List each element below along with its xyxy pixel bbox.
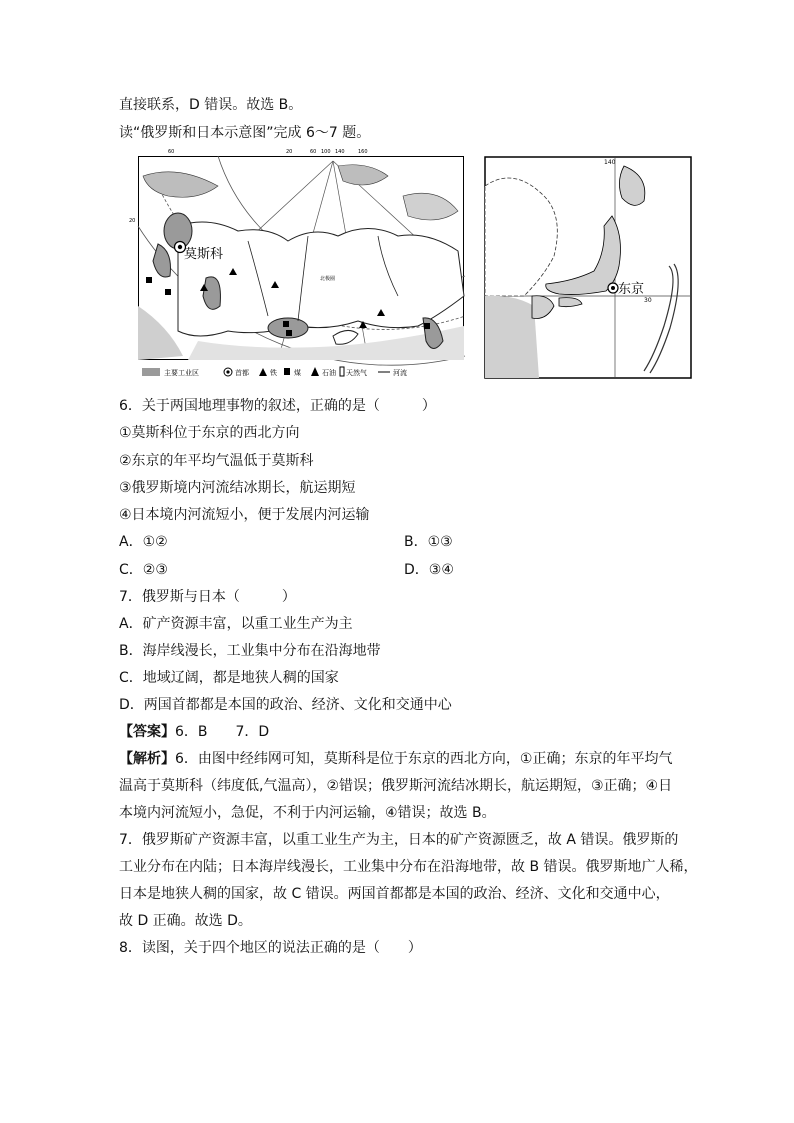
svg-text:河流: 河流 bbox=[393, 369, 407, 377]
text-line: 读“俄罗斯和日本示意图”完成 6～7 题。 bbox=[119, 125, 371, 141]
lat-label: 20 bbox=[129, 218, 136, 224]
option-a: A．矿产资源丰富，以重工业生产为主 bbox=[119, 616, 353, 632]
analysis-line: 工业分布在内陆；日本海岸线漫长，工业集中分布在沿海地带，故 B 错误。俄罗斯地广人稀， bbox=[119, 859, 698, 875]
question-8: 8．读图，关于四个地区的说法正确的是（ ） bbox=[119, 940, 422, 956]
option-c: C．②③ bbox=[119, 562, 168, 578]
option-a: A．①② bbox=[119, 534, 168, 550]
option-b: B．海岸线漫长，工业集中分布在沿海地带 bbox=[119, 643, 381, 659]
option-d: D．③④ bbox=[404, 562, 454, 578]
svg-text:天然气: 天然气 bbox=[346, 369, 367, 377]
analysis-line: 温高于莫斯科（纬度低,气温高），②错误；俄罗斯河流结冰期长，航运期短，③正确；④日 bbox=[119, 778, 673, 794]
analysis-line: 7．俄罗斯矿产资源丰富，以重工业生产为主，日本的矿产资源匮乏，故 A 错误。俄罗斯的 bbox=[119, 832, 679, 848]
lon-label: 140 bbox=[604, 159, 616, 166]
analysis-line: 故 D 正确。故选 D。 bbox=[119, 913, 252, 929]
question-7: 7．俄罗斯与日本（ ） bbox=[119, 589, 296, 605]
answer-line bbox=[119, 723, 269, 741]
analysis-tag: 【解析】 bbox=[119, 751, 175, 767]
statement-4: ④日本境内河流短小，便于发展内河运输 bbox=[119, 507, 370, 523]
lon-label: 60 bbox=[168, 149, 175, 155]
analysis-text: 6．由图中经纬网可知，莫斯科是位于东京的西北方向，①正确；东京的年平均气 bbox=[175, 751, 673, 767]
text-line: 直接联系，D 错误。故选 B。 bbox=[119, 97, 303, 113]
russia-map bbox=[129, 149, 465, 382]
svg-text:铁: 铁 bbox=[270, 369, 277, 377]
arctic-circle-label: 北极圈 bbox=[320, 276, 336, 282]
statement-2: ②东京的年平均气温低于莫斯科 bbox=[119, 453, 314, 469]
option-d: D．两国首都都是本国的政治、经济、文化和交通中心 bbox=[119, 697, 452, 713]
svg-text:主要工业区: 主要工业区 bbox=[164, 369, 199, 377]
lon-label: 100 bbox=[321, 149, 331, 155]
option-c: C．地域辽阔，都是地狭人稠的国家 bbox=[119, 670, 339, 686]
answer-text: 6．B 7．D bbox=[175, 724, 270, 740]
answer-tag: 【答案】 bbox=[119, 724, 175, 740]
moscow-label: 莫斯科 bbox=[184, 247, 224, 262]
statement-3: ③俄罗斯境内河流结冰期长，航运期短 bbox=[119, 480, 356, 496]
lon-label: 60 bbox=[310, 149, 317, 155]
lon-label: 140 bbox=[335, 149, 345, 155]
svg-text:石油: 石油 bbox=[322, 369, 336, 377]
map-legend bbox=[142, 367, 407, 377]
lon-label: 20 bbox=[286, 149, 293, 155]
option-b: B．①③ bbox=[404, 534, 453, 550]
tokyo-label: 东京 bbox=[618, 282, 645, 297]
question-6: 6．关于两国地理事物的叙述，正确的是（ ） bbox=[119, 398, 436, 414]
analysis-line: 本境内河流短小，急促，不利于内河运输，④错误；故选 B。 bbox=[119, 805, 496, 821]
lon-label: 160 bbox=[358, 149, 368, 155]
statement-1: ①莫斯科位于东京的西北方向 bbox=[119, 425, 300, 441]
analysis-line: 日本是地狭人稠的国家，故 C 错误。两国首都都是本国的政治、经济、文化和交通中心， bbox=[119, 886, 670, 902]
analysis-line bbox=[119, 750, 672, 768]
svg-text:煤: 煤 bbox=[294, 369, 301, 377]
lat-label: 30 bbox=[644, 297, 652, 304]
japan-map bbox=[484, 156, 693, 380]
svg-text:首都: 首都 bbox=[235, 369, 249, 377]
